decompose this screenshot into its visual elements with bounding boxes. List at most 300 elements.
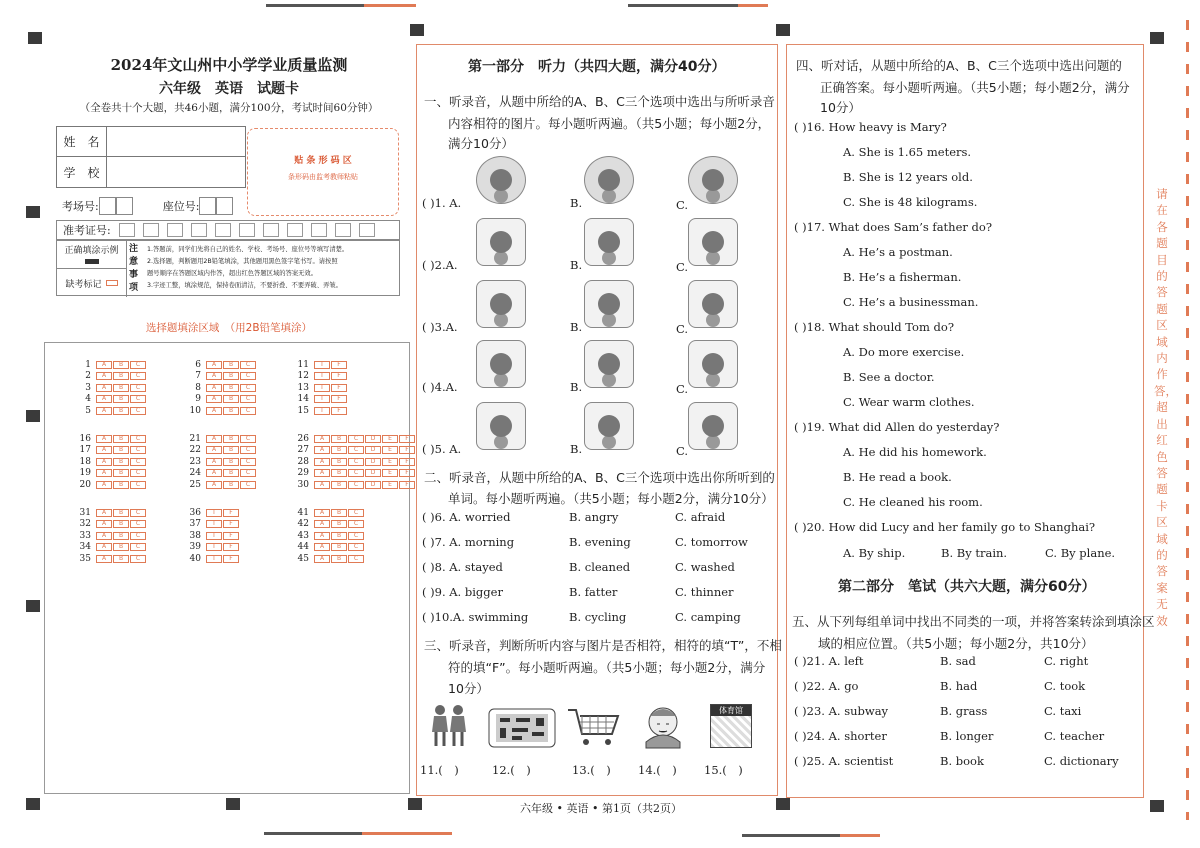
- computer-figure: [598, 353, 620, 375]
- answer-row: [293, 479, 416, 490]
- answer-bubble[interactable]: C: [240, 469, 256, 477]
- answer-bubble[interactable]: A: [96, 469, 112, 477]
- answer-number: 3: [85, 382, 91, 393]
- answer-row: [185, 519, 240, 530]
- answer-row: [185, 445, 257, 456]
- edge-strip: [738, 4, 768, 7]
- answer-bubble[interactable]: B: [223, 435, 239, 443]
- option-c-label: C.: [676, 382, 689, 396]
- answer-bubble[interactable]: C: [240, 481, 256, 489]
- answer-row: [293, 433, 416, 444]
- registration-mark: [226, 798, 240, 810]
- answer-bubble[interactable]: B: [223, 446, 239, 454]
- ride-bike-figure: [702, 415, 724, 437]
- section4-question: ( )17. What does Sam’s father do?: [794, 220, 992, 234]
- answer-bubble[interactable]: A: [206, 384, 222, 392]
- answer-bubble[interactable]: E: [382, 458, 398, 466]
- answer-bubble[interactable]: C: [130, 481, 146, 489]
- section3-answer-slot[interactable]: 13.( ): [572, 763, 611, 777]
- answer-bubble[interactable]: T: [314, 372, 330, 380]
- section2-title-line2: 单词。每小题听两遍。（共5小题；每小题2分，满分10分）: [448, 491, 774, 506]
- answer-number: 32: [79, 519, 91, 529]
- answer-bubble[interactable]: B: [223, 395, 239, 403]
- answer-bubble[interactable]: C: [348, 435, 364, 443]
- answer-bubble[interactable]: C: [240, 384, 256, 392]
- answer-bubble[interactable]: A: [314, 532, 330, 540]
- answer-row: [293, 382, 348, 393]
- answer-bubble[interactable]: A: [314, 446, 330, 454]
- answer-bubble[interactable]: C: [130, 458, 146, 466]
- football-figure: [598, 231, 620, 253]
- option-b-label: B.: [570, 380, 583, 394]
- option-b-label: B.: [570, 196, 583, 210]
- answer-bubble[interactable]: C: [130, 435, 146, 443]
- answer-bubble[interactable]: B: [223, 458, 239, 466]
- answer-bubble[interactable]: A: [96, 384, 112, 392]
- answer-bubble[interactable]: F: [223, 555, 239, 563]
- ticket-digit-box[interactable]: [359, 223, 375, 237]
- answer-bubble[interactable]: A: [96, 446, 112, 454]
- section3-title-line3: 10分）: [448, 681, 489, 696]
- section3-answer-slot[interactable]: 14.( ): [638, 763, 677, 777]
- section2-option-c: C. afraid: [675, 510, 726, 524]
- answer-row: [75, 456, 147, 467]
- answer-bubble[interactable]: A: [96, 458, 112, 466]
- answer-bubble[interactable]: C: [130, 509, 146, 517]
- section3-answer-slot[interactable]: 12.( ): [492, 763, 531, 777]
- ticket-digit-box[interactable]: [143, 223, 159, 237]
- registration-mark: [776, 24, 790, 36]
- answer-bubble[interactable]: T: [206, 520, 222, 528]
- answer-number: 29: [297, 468, 309, 478]
- answer-bubble[interactable]: C: [130, 361, 146, 369]
- answer-bubble[interactable]: A: [314, 543, 330, 551]
- answer-bubble[interactable]: E: [382, 469, 398, 477]
- answer-bubble[interactable]: T: [314, 361, 330, 369]
- answer-row: [293, 359, 348, 370]
- answer-bubble[interactable]: B: [331, 458, 347, 466]
- section5-option-b: B. grass: [940, 704, 988, 718]
- ticket-digit-box[interactable]: [167, 223, 183, 237]
- section2-option-c: C. washed: [675, 560, 735, 574]
- section5-option-b: B. longer: [940, 729, 994, 743]
- edge-strip: [840, 834, 880, 837]
- ticket-digit-box[interactable]: [119, 223, 135, 237]
- section3-answer-slot[interactable]: 15.( ): [704, 763, 743, 777]
- section3-title: 三、听录音，判断所听内容与图片是否相符，相符的填“T”，不相: [424, 638, 782, 653]
- answer-bubble[interactable]: F: [223, 520, 239, 528]
- answer-bubble[interactable]: A: [314, 509, 330, 517]
- q20-option-c: C. By plane.: [1045, 546, 1116, 560]
- section5-option-c: C. right: [1044, 654, 1089, 668]
- answer-bubble[interactable]: C: [130, 372, 146, 380]
- name-field[interactable]: [107, 127, 245, 156]
- answer-bubble[interactable]: B: [331, 435, 347, 443]
- answer-bubble[interactable]: E: [382, 435, 398, 443]
- answer-bubble[interactable]: B: [113, 555, 129, 563]
- answer-bubble[interactable]: A: [206, 481, 222, 489]
- edge-strip: [742, 834, 840, 837]
- answer-bubble[interactable]: E: [382, 446, 398, 454]
- answer-bubble[interactable]: C: [130, 543, 146, 551]
- answer-bubble[interactable]: T: [314, 407, 330, 415]
- answer-number: 25: [189, 479, 201, 490]
- answer-bubble[interactable]: B: [331, 446, 347, 454]
- answer-bubble[interactable]: C: [348, 481, 364, 489]
- answer-bubble[interactable]: B: [331, 509, 347, 517]
- answer-bubble[interactable]: F: [399, 481, 415, 489]
- answer-number: 11: [297, 359, 309, 370]
- answer-bubble[interactable]: F: [331, 361, 347, 369]
- section5-option-c: C. taxi: [1044, 704, 1082, 718]
- answer-bubble[interactable]: C: [348, 520, 364, 528]
- section4-option-b: B. He read a book.: [843, 470, 952, 484]
- ticket-digit-box[interactable]: [287, 223, 303, 237]
- exam-room-box[interactable]: [99, 197, 116, 215]
- answer-bubble[interactable]: T: [314, 384, 330, 392]
- answer-bubble[interactable]: A: [96, 543, 112, 551]
- option-c-label: C.: [676, 260, 689, 274]
- answer-bubble[interactable]: C: [240, 458, 256, 466]
- answer-row: [75, 394, 147, 405]
- answer-bubble[interactable]: B: [113, 407, 129, 415]
- answer-bubble[interactable]: D: [365, 481, 381, 489]
- answer-bubble[interactable]: A: [206, 435, 222, 443]
- option-b-label: B.: [570, 442, 583, 456]
- answer-row: [75, 371, 147, 382]
- grandma-mirror-figure: [490, 293, 512, 315]
- answer-bubble[interactable]: F: [223, 543, 239, 551]
- answer-bubble[interactable]: C: [240, 446, 256, 454]
- answer-bubble[interactable]: F: [331, 372, 347, 380]
- fat-boy-mirror-figure: [598, 293, 620, 315]
- answer-row: [293, 553, 365, 564]
- answer-bubble[interactable]: F: [223, 509, 239, 517]
- answer-bubble[interactable]: B: [331, 532, 347, 540]
- answer-bubble[interactable]: T: [206, 509, 222, 517]
- section5-question: ( )23. A. subway: [794, 704, 889, 718]
- answer-bubble[interactable]: C: [348, 469, 364, 477]
- exam-title: 2024年文山州中小学学业质量监测: [110, 56, 348, 74]
- answer-bubble[interactable]: C: [348, 458, 364, 466]
- answer-bubble[interactable]: A: [96, 532, 112, 540]
- answer-bubble[interactable]: B: [223, 481, 239, 489]
- barcode-title: 贴 条 形 码 区: [294, 156, 352, 166]
- ticket-digit-box[interactable]: [215, 223, 231, 237]
- registration-mark: [26, 600, 40, 612]
- registration-mark: [26, 798, 40, 810]
- section4-option-b: B. He’s a fisherman.: [843, 270, 962, 284]
- school-field[interactable]: [107, 157, 245, 187]
- section4-option-c: C. He cleaned his room.: [843, 495, 983, 509]
- absent-cell: [57, 269, 127, 297]
- answer-bubble[interactable]: B: [223, 372, 239, 380]
- book-figure: [702, 169, 724, 191]
- answer-bubble[interactable]: B: [223, 407, 239, 415]
- section2-option-c: C. tomorrow: [675, 535, 748, 549]
- correct-fill-sample: [85, 259, 99, 264]
- ticket-digit-box[interactable]: [335, 223, 351, 237]
- section2-option-b: B. cleaned: [569, 560, 631, 574]
- section2-question: ( )9. A. bigger: [422, 585, 503, 599]
- basketball-picture: [476, 218, 526, 266]
- answer-bubble[interactable]: A: [314, 458, 330, 466]
- section4-title: 四、听对话，从题中所给的A、B、C三个选项中选出问题的: [796, 58, 1122, 73]
- section5-title: 五、从下列每组单词中找出不同类的一项，并将答案转涂到填涂区: [792, 614, 1155, 629]
- answer-bubble[interactable]: F: [399, 435, 415, 443]
- answer-bubble[interactable]: B: [113, 532, 129, 540]
- answer-row: [293, 507, 365, 518]
- notice-label: 注意事项: [129, 244, 139, 293]
- take-photo-figure: [598, 415, 620, 437]
- answer-number: 8: [195, 382, 201, 393]
- answer-bubble[interactable]: A: [206, 407, 222, 415]
- answer-bubble[interactable]: F: [223, 532, 239, 540]
- answer-row: [75, 530, 147, 541]
- answer-bubble[interactable]: F: [399, 446, 415, 454]
- section3-answer-slot[interactable]: 11.( ): [420, 763, 459, 777]
- answer-bubble[interactable]: C: [240, 361, 256, 369]
- section4-option-a: A. He did his homework.: [843, 445, 987, 459]
- seat-box[interactable]: [216, 197, 233, 215]
- answer-bubble[interactable]: C: [348, 446, 364, 454]
- option-b-label: B.: [570, 258, 583, 272]
- answer-bubble[interactable]: T: [206, 555, 222, 563]
- answer-number: 17: [79, 445, 91, 455]
- edge-strip: [628, 4, 738, 7]
- section2-title: 二、听录音，从题中所给的A、B、C三个选项中选出你所听到的: [424, 470, 775, 485]
- name-label: 姓 名: [57, 127, 107, 156]
- answer-bubble[interactable]: B: [331, 481, 347, 489]
- answer-bubble[interactable]: B: [113, 361, 129, 369]
- answer-bubble[interactable]: C: [348, 555, 364, 563]
- answer-row: [293, 394, 348, 405]
- answer-bubble[interactable]: C: [240, 435, 256, 443]
- answer-bubble[interactable]: C: [348, 543, 364, 551]
- answer-bubble[interactable]: A: [206, 372, 222, 380]
- answer-bubble[interactable]: B: [113, 384, 129, 392]
- section2-question: ( )6. A. worried: [422, 510, 511, 524]
- answer-bubble[interactable]: A: [96, 372, 112, 380]
- answer-bubble[interactable]: B: [113, 372, 129, 380]
- answer-bubble[interactable]: A: [206, 458, 222, 466]
- answer-bubble[interactable]: A: [96, 361, 112, 369]
- ticket-digit-box[interactable]: [239, 223, 255, 237]
- section1-question: ( )3.A.: [422, 320, 458, 334]
- answer-bubble[interactable]: A: [206, 361, 222, 369]
- answer-bubble[interactable]: C: [348, 509, 364, 517]
- answer-row: [75, 405, 147, 416]
- answer-bubble[interactable]: B: [331, 555, 347, 563]
- section3-title-line2: 符的填“F”。每小题听两遍。（共5小题；每小题2分，满分: [448, 660, 766, 675]
- answer-row: [293, 542, 365, 553]
- answer-bubble[interactable]: A: [314, 481, 330, 489]
- answer-row: [75, 542, 147, 553]
- answer-number: 7: [195, 371, 201, 381]
- answer-row: [185, 405, 257, 416]
- answer-bubble[interactable]: A: [314, 520, 330, 528]
- answer-bubble[interactable]: C: [130, 555, 146, 563]
- exam-room-box[interactable]: [116, 197, 133, 215]
- water-flowers-picture: [476, 340, 526, 388]
- answer-bubble[interactable]: B: [113, 435, 129, 443]
- option-c-label: C.: [676, 322, 689, 336]
- seat-box[interactable]: [199, 197, 216, 215]
- edge-strip: [264, 832, 362, 835]
- answer-bubble[interactable]: C: [240, 407, 256, 415]
- section2-question: ( )8. A. stayed: [422, 560, 503, 574]
- answer-bubble[interactable]: C: [348, 532, 364, 540]
- answer-bubble[interactable]: B: [223, 361, 239, 369]
- answer-bubble[interactable]: C: [130, 384, 146, 392]
- answer-bubble[interactable]: D: [365, 458, 381, 466]
- ticket-row: [56, 220, 400, 240]
- answer-bubble[interactable]: B: [223, 469, 239, 477]
- answer-number: 16: [79, 433, 91, 444]
- section4-question: ( )16. How heavy is Mary?: [794, 120, 947, 134]
- answer-bubble[interactable]: C: [130, 446, 146, 454]
- answer-number: 36: [189, 507, 201, 518]
- section1-question: ( )4.A.: [422, 380, 458, 394]
- answer-bubble[interactable]: B: [113, 395, 129, 403]
- seat-label: 座位号:: [162, 200, 200, 213]
- answer-row: [185, 456, 257, 467]
- ticket-digit-box[interactable]: [311, 223, 327, 237]
- section2-option-b: B. angry: [569, 510, 619, 524]
- answer-number: 15: [297, 405, 309, 416]
- two-children-picture: [428, 702, 470, 750]
- section1-title-line2: 内容相符的图片。每小题听两遍。（共5小题；每小题2分，: [448, 116, 771, 131]
- notice-line: 3.字迹工整，填涂规范，保持卷面清洁，不要折叠、不要弄破、弄皱。: [147, 282, 342, 289]
- correct-fill-cell: [57, 241, 127, 269]
- answer-number: 1: [85, 359, 91, 370]
- section5-option-c: C. took: [1044, 679, 1086, 693]
- question-20: ( )20. How did Lucy and her family go to Shanghai?: [794, 520, 1096, 534]
- answer-number: 13: [297, 382, 309, 393]
- right-edge-strip: [1186, 20, 1189, 820]
- answer-bubble[interactable]: A: [206, 395, 222, 403]
- envelope-figure: [490, 169, 512, 191]
- registration-mark: [408, 798, 422, 810]
- answer-bubble[interactable]: A: [206, 469, 222, 477]
- take-photo-picture: [584, 402, 634, 450]
- answer-bubble[interactable]: T: [314, 395, 330, 403]
- answer-row: [185, 542, 240, 553]
- answer-bubble[interactable]: B: [223, 384, 239, 392]
- answer-bubble[interactable]: A: [96, 395, 112, 403]
- answer-bubble[interactable]: C: [240, 372, 256, 380]
- answer-row: [293, 530, 365, 541]
- book-picture: [688, 156, 738, 204]
- answer-bubble[interactable]: A: [314, 435, 330, 443]
- answer-bubble[interactable]: D: [365, 469, 381, 477]
- fat-boy-mirror-picture: [584, 280, 634, 328]
- answer-bubble[interactable]: E: [382, 481, 398, 489]
- answer-bubble[interactable]: A: [314, 469, 330, 477]
- answer-bubble[interactable]: C: [130, 395, 146, 403]
- section5-question: ( )25. A. scientist: [794, 754, 894, 768]
- answer-number: 44: [297, 542, 309, 552]
- answer-bubble[interactable]: A: [96, 509, 112, 517]
- answer-row: [293, 445, 416, 456]
- answer-bubble[interactable]: C: [240, 395, 256, 403]
- exam-room-label: 考场号:: [62, 200, 99, 213]
- option-c-label: C.: [676, 444, 689, 458]
- ride-bike-picture: [688, 402, 738, 450]
- answer-number: 40: [189, 553, 201, 564]
- answer-bubble[interactable]: B: [113, 509, 129, 517]
- answer-bubble[interactable]: A: [96, 435, 112, 443]
- answer-bubble[interactable]: B: [113, 481, 129, 489]
- registration-mark: [26, 206, 40, 218]
- part2-title: 第二部分 笔试（共六大题，满分60分）: [838, 579, 1096, 595]
- answer-bubble[interactable]: B: [113, 469, 129, 477]
- answer-bubble[interactable]: F: [399, 469, 415, 477]
- answer-bubble[interactable]: T: [206, 543, 222, 551]
- exam-subtitle: 六年级 英语 试题卡: [159, 81, 299, 97]
- section4-option-a: A. He’s a postman.: [843, 245, 953, 259]
- answer-bubble[interactable]: A: [96, 481, 112, 489]
- answer-bubble[interactable]: A: [206, 446, 222, 454]
- answer-bubble[interactable]: A: [96, 520, 112, 528]
- wash-clothes-picture: [688, 340, 738, 388]
- girl-mirror-figure: [702, 293, 724, 315]
- answer-bubble[interactable]: C: [130, 469, 146, 477]
- answer-bubble[interactable]: A: [314, 555, 330, 563]
- answer-bubble[interactable]: C: [130, 407, 146, 415]
- answer-number: 2: [85, 371, 91, 381]
- ticket-digit-box[interactable]: [191, 223, 207, 237]
- answer-bubble[interactable]: B: [331, 543, 347, 551]
- answer-row: [75, 479, 147, 490]
- answer-bubble[interactable]: B: [113, 458, 129, 466]
- answer-bubble[interactable]: F: [331, 407, 347, 415]
- answer-bubble[interactable]: F: [331, 384, 347, 392]
- absent-box[interactable]: [106, 280, 118, 286]
- answer-bubble[interactable]: B: [331, 469, 347, 477]
- answer-bubble[interactable]: B: [113, 446, 129, 454]
- answer-bubble[interactable]: A: [96, 555, 112, 563]
- badminton-figure: [702, 231, 724, 253]
- answer-bubble[interactable]: A: [96, 407, 112, 415]
- answer-bubble[interactable]: D: [365, 435, 381, 443]
- answer-number: 27: [297, 445, 309, 455]
- answer-bubble[interactable]: B: [331, 520, 347, 528]
- answer-bubble[interactable]: B: [113, 520, 129, 528]
- answer-bubble[interactable]: C: [130, 520, 146, 528]
- wash-clothes-figure: [702, 353, 724, 375]
- answer-bubble[interactable]: D: [365, 446, 381, 454]
- ticket-boxes: [119, 223, 383, 237]
- answer-bubble[interactable]: B: [113, 543, 129, 551]
- section4-option-c: C. She is 48 kilograms.: [843, 195, 978, 209]
- answer-number: 22: [189, 445, 201, 455]
- section5-question: ( )21. A. left: [794, 654, 864, 668]
- answer-bubble[interactable]: F: [399, 458, 415, 466]
- section2-option-b: B. fatter: [569, 585, 618, 599]
- exam-note: （全卷共十个大题，共46小题，满分100分，考试时间60分钟）: [79, 102, 379, 114]
- section4-option-a: A. Do more exercise.: [843, 345, 965, 359]
- answer-bubble[interactable]: T: [206, 532, 222, 540]
- answer-bubble[interactable]: F: [331, 395, 347, 403]
- answer-row: [185, 433, 257, 444]
- answer-number: 35: [79, 553, 91, 564]
- envelope-picture: [476, 156, 526, 204]
- answer-number: 24: [189, 468, 201, 478]
- ticket-digit-box[interactable]: [263, 223, 279, 237]
- answer-number: 21: [189, 433, 201, 444]
- answer-bubble[interactable]: C: [130, 532, 146, 540]
